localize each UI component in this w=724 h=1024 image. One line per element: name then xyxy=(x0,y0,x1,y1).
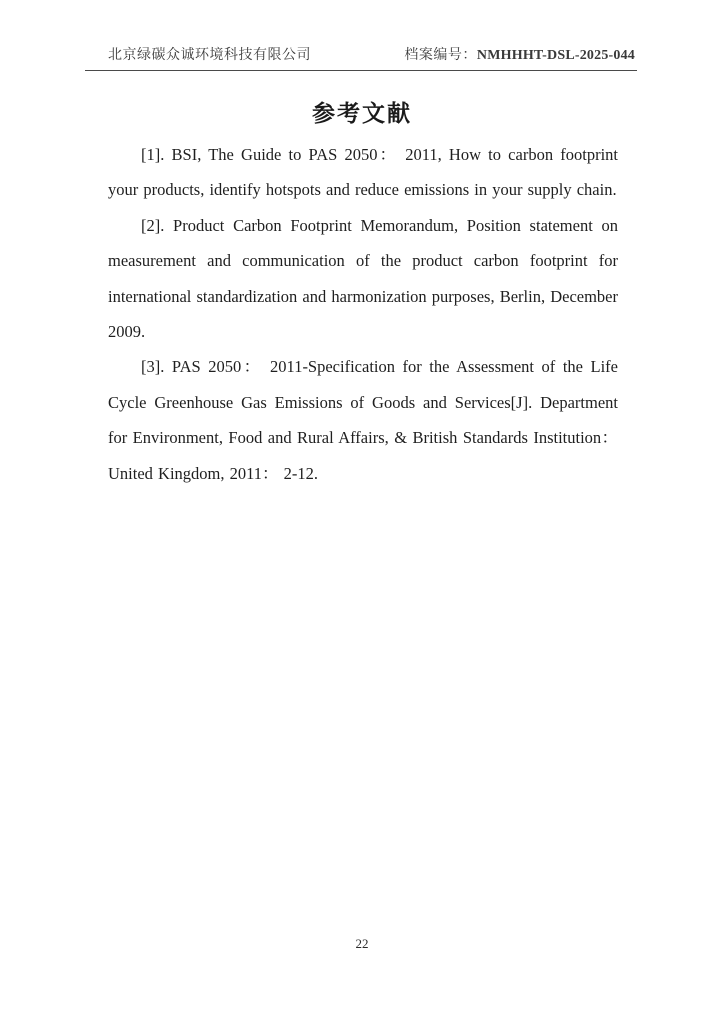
references-section xyxy=(108,137,618,491)
page-footer xyxy=(0,936,724,952)
reference-item-1: [1]. BSI, The Guide to PAS 2050： 2011, How to carbon footprint your products, identify hotspots and reduce emissions in your supply chain. xyxy=(108,145,618,200)
doc-number-label: 档案编号： xyxy=(404,48,477,63)
reference-item-2: [2]. Product Carbon Footprint Memorandum, Position statement on measurement and communication of the product carbon footprint for international standardization and harmonization purposes, Berlin, December 2009. xyxy=(108,215,618,342)
header-company-name: 北京绿碳众诚环境科技有限公司 xyxy=(108,48,311,63)
page-header xyxy=(85,44,637,71)
header-doc-number xyxy=(404,44,635,64)
doc-number-value: NMHHHT-DSL-2025-044 xyxy=(476,48,635,63)
page-title: 参考文献 xyxy=(312,101,412,126)
reference-item-3: [3]. PAS 2050： 2011-Specification for the Assessment of the Life Cycle Greenhouse Gas Emissions of Goods and Services[J]. Department for Environment, Food and Rural Affairs, & British Standards Institution： United Kingdom, 2011： 2-12. xyxy=(108,357,618,483)
page-number: 22 xyxy=(355,936,369,951)
